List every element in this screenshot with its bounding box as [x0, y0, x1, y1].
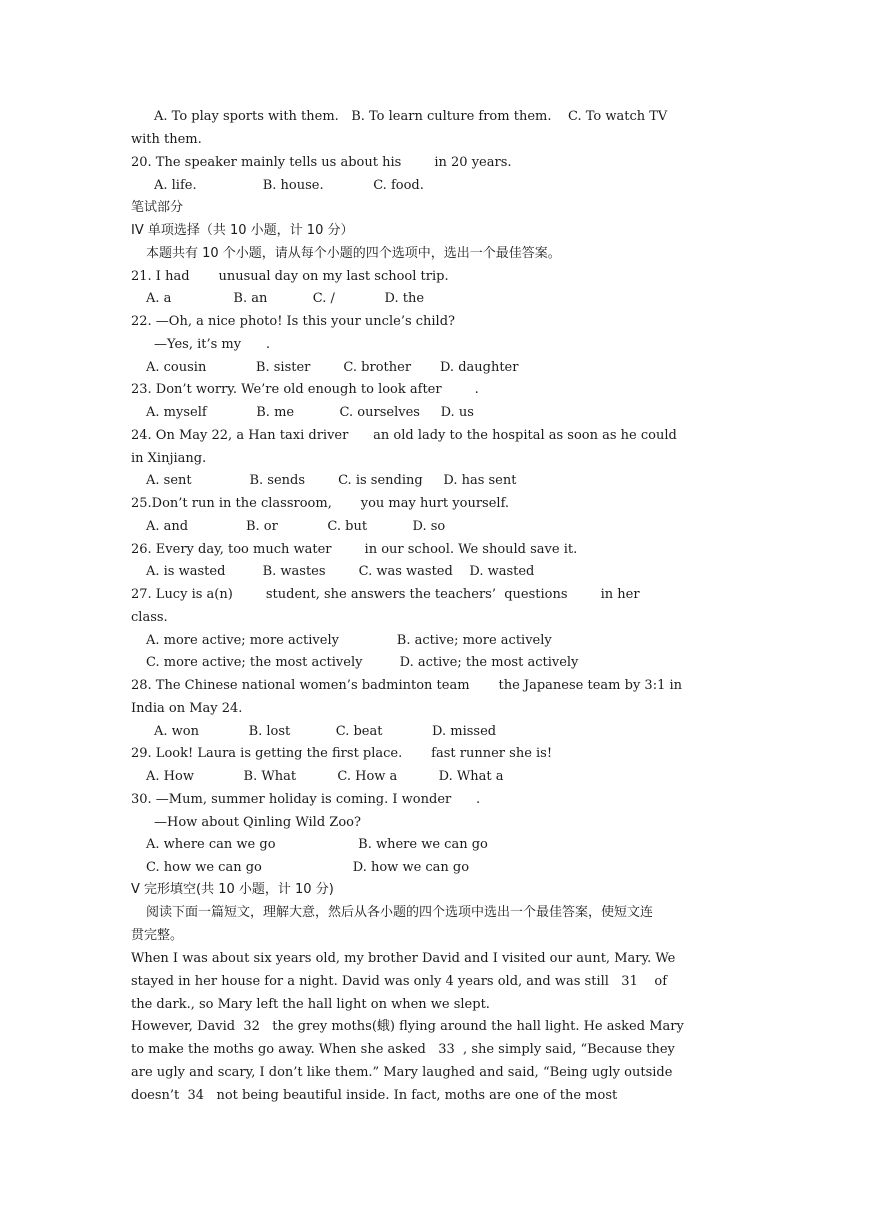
- text-line: A. cousin B. sister C. brother D. daughter: [146, 360, 519, 375]
- text-line: are ugly and scary, I don’t like them.” Mary laughed and said, “Being ugly outside: [131, 1065, 673, 1080]
- text-line: to make the moths go away. When she asked 33 , she simply said, “Because they: [131, 1042, 675, 1057]
- text-line: A. life. B. house. C. food.: [154, 178, 424, 193]
- text-line: class.: [131, 610, 168, 625]
- text-line: 29. Look! Laura is getting the first place. fast runner she is!: [131, 746, 553, 761]
- text-line: A. and B. or C. but D. so: [146, 519, 446, 534]
- text-line: 笔试部分: [131, 200, 184, 215]
- text-line: 25.Don’t run in the classroom, you may hurt yourself.: [131, 496, 510, 511]
- text-line: 贯完整。: [131, 928, 184, 943]
- text-line: with them.: [131, 132, 202, 147]
- text-line: 26. Every day, too much water in our school. We should save it.: [131, 542, 578, 557]
- text-line: A. a B. an C. / D. the: [146, 291, 425, 306]
- text-line: A. sent B. sends C. is sending D. has sent: [146, 473, 517, 488]
- text-line: 20. The speaker mainly tells us about his in 20 years.: [131, 155, 512, 170]
- text-line: However, David 32 the grey moths(蛾) flying around the hall light. He asked Mary: [131, 1019, 684, 1034]
- text-line: stayed in her house for a night. David was only 4 years old, and was still 31 of: [131, 974, 668, 989]
- text-line: C. more active; the most actively D. active; the most actively: [146, 655, 579, 670]
- text-line: —Yes, it’s my .: [154, 337, 270, 352]
- text-line: doesn’t 34 not being beautiful inside. In fact, moths are one of the most: [131, 1088, 618, 1103]
- text-line: A. myself B. me C. ourselves D. us: [146, 405, 474, 420]
- text-line: —How about Qinling Wild Zoo?: [154, 815, 361, 830]
- text-line: A. is wasted B. wastes C. was wasted D. wasted: [146, 564, 535, 579]
- text-line: A. won B. lost C. beat D. missed: [154, 724, 497, 739]
- text-line: 阅读下面一篇短文，理解大意，然后从各小题的四个选项中选出一个最佳答案，使短文连: [146, 905, 654, 920]
- text-line: the dark., so Mary left the hall light on when we slept.: [131, 997, 490, 1012]
- text-line: V 完形填空(共 10 小题，计 10 分): [131, 882, 334, 897]
- text-line: 本题共有 10 个小题，请从每个小题的四个选项中，选出一个最佳答案。: [146, 246, 561, 261]
- text-line: A. To play sports with them. B. To learn culture from them. C. To watch TV: [154, 109, 668, 124]
- text-line: 22. —Oh, a nice photo! Is this your uncle’s child?: [131, 314, 456, 329]
- text-line: 23. Don’t worry. We’re old enough to look after .: [131, 382, 479, 397]
- text-line: C. how we can go D. how we can go: [146, 860, 470, 875]
- text-line: IV 单项选择（共 10 小题，计 10 分）: [131, 223, 354, 238]
- text-line: A. more active; more actively B. active; more actively: [146, 633, 552, 648]
- text-line: 27. Lucy is a(n) student, she answers the teachers’ questions in her: [131, 587, 640, 602]
- text-line: 28. The Chinese national women’s badminton team the Japanese team by 3:1 in: [131, 678, 683, 693]
- text-line: A. How B. What C. How a D. What a: [146, 769, 504, 784]
- text-line: When I was about six years old, my brother David and I visited our aunt, Mary. We: [131, 951, 676, 966]
- text-line: A. where can we go B. where we can go: [146, 837, 488, 852]
- text-line: India on May 24.: [131, 701, 243, 716]
- text-line: in Xinjiang.: [131, 451, 207, 466]
- text-line: 21. I had unusual day on my last school trip.: [131, 269, 449, 284]
- text-line: 30. —Mum, summer holiday is coming. I wonder .: [131, 792, 481, 807]
- text-line: 24. On May 22, a Han taxi driver an old lady to the hospital as soon as he could: [131, 428, 677, 443]
